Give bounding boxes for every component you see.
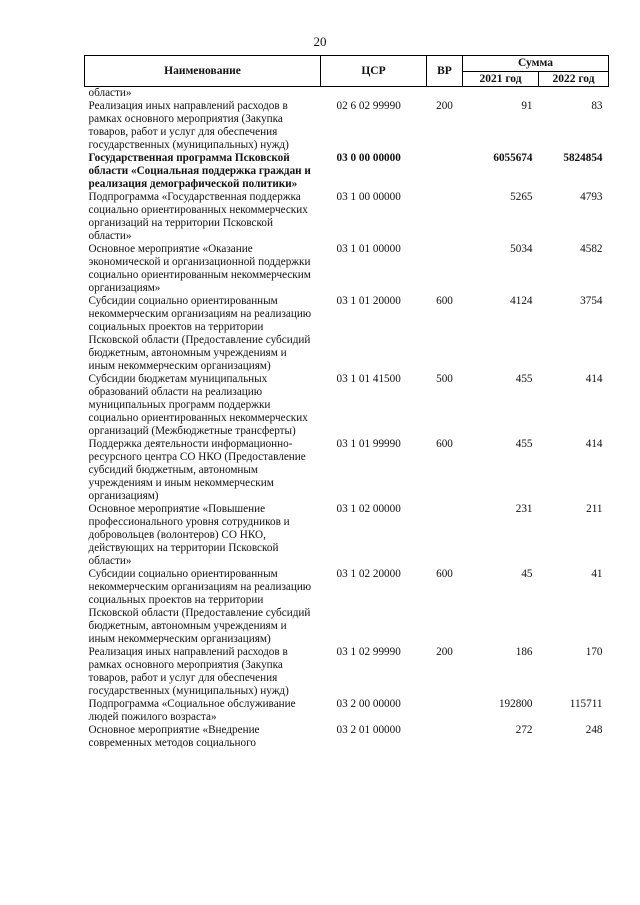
header-csr: ЦСР <box>321 56 427 87</box>
row-sum-2022: 5824854 <box>563 152 603 164</box>
row-sum-2021: 455 <box>515 438 533 450</box>
budget-table <box>84 55 609 750</box>
row-sum-2021: 91 <box>521 100 533 112</box>
row-csr: 03 1 00 00000 <box>336 191 401 203</box>
row-vr: 600 <box>436 295 453 307</box>
row-sum-2021: 5265 <box>510 191 533 203</box>
row-sum-2021: 455 <box>515 373 533 385</box>
row-vr: 200 <box>436 646 453 658</box>
row-sum-2022: 115711 <box>569 698 603 710</box>
row-csr: 03 1 01 00000 <box>336 243 401 255</box>
row-vr <box>427 724 463 750</box>
table-row <box>85 568 609 646</box>
row-csr: 03 1 02 99990 <box>336 646 401 658</box>
row-csr: 03 1 02 20000 <box>336 568 401 580</box>
table-row <box>85 373 609 438</box>
row-sum-2022: 4582 <box>580 243 603 255</box>
header-year-2022: 2022 год <box>539 72 609 87</box>
row-sum-2022: 4793 <box>580 191 603 203</box>
row-name: Основное мероприятие «Оказание экономической и организационной поддержки социально ориентированным некоммерческим организациям» <box>88 243 311 294</box>
header-sum: Сумма <box>463 56 609 72</box>
row-sum-2021: 231 <box>515 503 533 515</box>
table-row <box>85 698 609 724</box>
row-vr <box>427 503 463 568</box>
row-name: Поддержка деятельности информационно-ресурсного центра СО НКО (Предоставление субсидий бюджетным, автономным учреждениям и иным некоммерческим организациям) <box>88 438 306 502</box>
table-row <box>85 100 609 152</box>
row-sum-2022: 211 <box>586 503 603 515</box>
header-vr: ВР <box>427 56 463 87</box>
row-name: Основное мероприятие «Внедрение современных методов социального <box>88 724 260 749</box>
row-sum-2022: 414 <box>585 438 603 450</box>
table-row <box>85 503 609 568</box>
row-sum-2021: 45 <box>521 568 533 580</box>
row-name: Субсидии бюджетам муниципальных образований области на реализацию муниципальных программ поддержки социально ориентированных некоммерческих организаций (Межбюджетные трансферты) <box>88 373 308 437</box>
row-sum-2022: 3754 <box>580 295 603 307</box>
row-csr: 03 1 01 99990 <box>336 438 401 450</box>
row-vr <box>427 191 463 243</box>
row-csr: 03 0 00 00000 <box>336 152 401 164</box>
table-body <box>85 87 609 751</box>
row-vr <box>427 698 463 724</box>
row-name: Подпрограмма «Социальное обслуживание людей пожилого возраста» <box>88 698 296 723</box>
table-row <box>85 243 609 295</box>
row-csr: 03 1 01 41500 <box>336 373 401 385</box>
row-vr: 600 <box>436 438 453 450</box>
row-sum-2021: 6055674 <box>493 152 533 164</box>
row-csr: 03 2 01 00000 <box>336 724 401 736</box>
table-row <box>85 295 609 373</box>
row-vr: 200 <box>436 100 453 112</box>
row-name: Подпрограмма «Государственная поддержка социально ориентированных некоммерческих организаций на территории Псковской области» <box>88 191 308 242</box>
header-year-2021: 2021 год <box>463 72 539 87</box>
row-sum-2022: 41 <box>591 568 603 580</box>
row-csr <box>321 87 427 101</box>
table-header <box>85 56 609 87</box>
row-vr <box>427 87 463 101</box>
table-row <box>85 87 609 101</box>
row-sum-2021: 272 <box>515 724 533 736</box>
row-name: Государственная программа Псковской области «Социальная поддержка граждан и реализация демографической политики» <box>88 152 311 190</box>
row-sum-2021: 192800 <box>498 698 533 710</box>
table-row <box>85 191 609 243</box>
row-sum-2021: 186 <box>515 646 533 658</box>
row-name: Основное мероприятие «Повышение профессионального уровня сотрудников и добровольцев (волонтеров) СО НКО, действующих на территории Псковской области» <box>88 503 290 567</box>
row-sum-2022 <box>539 87 609 101</box>
row-name: Субсидии социально ориентированным некоммерческим организациям на реализацию социальных проектов на территории Псковской области (Предоставление субсидий бюджетным, автономным учреждениям и иным некоммерческим организациям) <box>88 568 312 645</box>
row-csr: 03 1 02 00000 <box>336 503 401 515</box>
row-name: Субсидии социально ориентированным некоммерческим организациям на реализацию социальных проектов на территории Псковской области (Предоставление субсидий бюджетным, автономным учреждениям и иным некоммерческим организациям) <box>88 295 312 372</box>
row-vr <box>427 152 463 191</box>
table-row <box>85 724 609 750</box>
row-name: Реализация иных направлений расходов в рамках основного мероприятия (Закупка товаров, работ и услуг для обеспечения государственных (муниципальных) нужд) <box>88 646 289 697</box>
row-sum-2022: 248 <box>585 724 603 736</box>
row-csr: 03 2 00 00000 <box>336 698 401 710</box>
row-vr <box>427 243 463 295</box>
row-sum-2021: 4124 <box>510 295 533 307</box>
table-row <box>85 646 609 698</box>
row-sum-2021: 5034 <box>510 243 533 255</box>
row-vr: 500 <box>436 373 453 385</box>
page-number: 20 <box>313 34 327 49</box>
row-name: Реализация иных направлений расходов в рамках основного мероприятия (Закупка товаров, работ и услуг для обеспечения государственных (муниципальных) нужд) <box>88 100 289 151</box>
row-vr: 600 <box>436 568 453 580</box>
header-name: Наименование <box>85 56 321 87</box>
row-sum-2022: 83 <box>591 100 603 112</box>
table-row <box>85 438 609 503</box>
row-name: области» <box>88 87 132 99</box>
table-row <box>85 152 609 191</box>
row-sum-2022: 170 <box>585 646 603 658</box>
row-sum-2022: 414 <box>585 373 603 385</box>
row-csr: 03 1 01 20000 <box>336 295 401 307</box>
row-sum-2021 <box>463 87 539 101</box>
row-csr: 02 6 02 99990 <box>336 100 401 112</box>
